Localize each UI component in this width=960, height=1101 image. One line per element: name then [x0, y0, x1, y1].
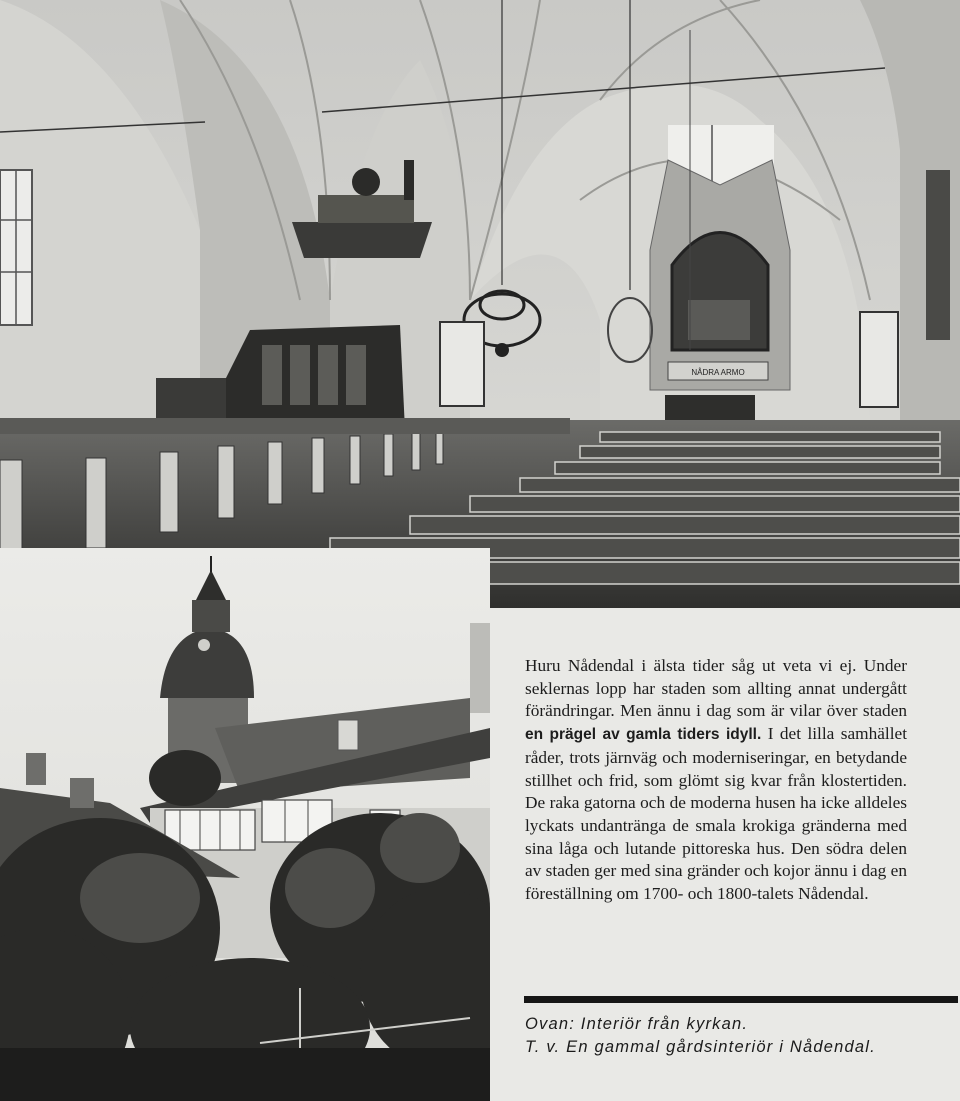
article-text-part2: I det lilla samhället råder, trots järnväg och moderniseringar, en betydande stillhet och frid, som glömt sig kvar från klostertiden. De raka gatorna och de moderna husen ha icke alldeles lyckats undantränga de smala krokiga gränderna med sina låga och lutande pittoreska hus. Den södra delen av staden ger med sina gränder och kojor ännu i dag en föreställning om 1700- och 1800-talets Nådendal. [525, 724, 907, 904]
caption-above: Ovan: Interiör från kyrkan. [525, 1015, 749, 1033]
article-emphasis: en prägel av gamla tiders idyll. [525, 726, 762, 744]
courtyard-photo [0, 548, 490, 1101]
article-text [525, 655, 907, 906]
article-text-part1: Huru Nådendal i älsta tider såg ut veta vi ej. Under seklernas lopp har staden som allting annat undergått förändringar. Men ännu i dag som är vilar över staden [525, 656, 907, 721]
caption-divider [524, 996, 958, 1003]
altar-inscription: NÅDRA ARMO [691, 368, 745, 377]
article-paragraph [525, 655, 907, 906]
caption-left: T. v. En gammal gårdsinteriör i Nådendal. [525, 1038, 876, 1056]
photo-captions [525, 1013, 955, 1059]
